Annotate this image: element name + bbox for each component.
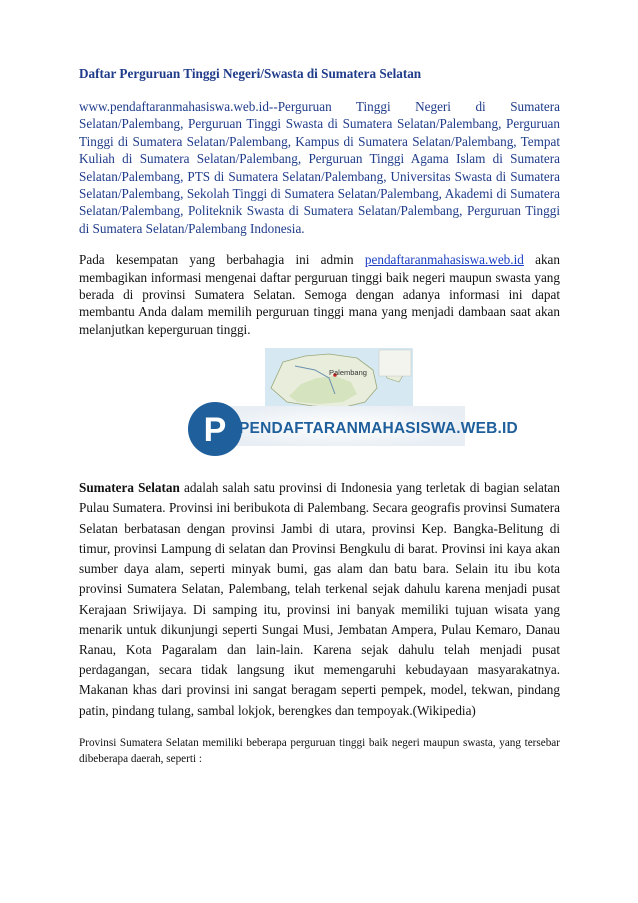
article-section: [79, 478, 560, 720]
keywords-paragraph: www.pendaftaranmahasiswa.web.id--Perguruan Tinggi Negeri di Sumatera Selatan/Palembang, Perguruan Tinggi Swasta di Sumatera Selatan/Palembang, Perguruan Tinggi di Sumatera Selatan/Palembang, Kampus di Sumatera Selatan/Palembang, Tempat Kuliah di Sumatera Selatan/Palembang, Perguruan Tinggi Agama Islam di Sumatera Selatan/Palembang, PTS di Sumatera Selatan/Palembang, Universitas Swasta di Sumatera Selatan/Palembang, Sekolah Tinggi di Sumatera Selatan/Palembang, Akademi di Sumatera Selatan/Palembang, Politeknik Swasta di Sumatera Selatan/Palembang, Perguruan Tinggi di Sumatera Selatan/Palembang Indonesia.: [79, 99, 560, 236]
document-page: [79, 66, 560, 767]
article-subject: Sumatera Selatan: [79, 480, 180, 496]
figure: [79, 348, 560, 466]
article-paragraph: [79, 478, 560, 720]
intro-text-before: Pada kesempatan yang berbahagia ini admin: [79, 252, 365, 268]
svg-text:P: P: [203, 411, 227, 450]
intro-text-after: akan membagikan informasi mengenai daftar perguruan tinggi baik negeri maupun swasta yang berada di provinsi Sumatera Selatan. Semoga dengan adanya informasi ini dapat membantu Anda dalam memilih perguruan tinggi mana yang menjadi dambaan saat akan melanjutkan keperguruan tinggi.: [79, 252, 560, 337]
site-banner-logo: [187, 400, 518, 458]
footer-note: Provinsi Sumatera Selatan memiliki beberapa perguruan tinggi baik negeri maupun swasta, yang tersebar dibeberapa daerah, seperti :: [79, 736, 560, 765]
banner-text: PENDAFTARANMAHASISWA.WEB.ID: [239, 420, 518, 438]
site-link[interactable]: pendaftaranmahasiswa.web.id: [364, 252, 524, 268]
article-body: adalah salah satu provinsi di Indonesia yang terletak di bagian selatan Pulau Sumatera. Provinsi ini beribukota di Palembang. Secara geografis provinsi Sumatera Selatan berbatasan dengan provinsi Jambi di utara, provinsi Kep. Bangka-Belitung di timur, provinsi Lampung di selatan dan Provinsi Bengkulu di barat. Provinsi ini kaya akan sumber daya alam, seperti minyak bumi, gas alam dan batu bara. Selain itu ibu kota provinsi Sumatera Selatan, Palembang, telah terkenal sejak dahulu karena menjadi pusat Kerajaan Sriwijaya. Di samping itu, provinsi ini banyak memiliki tujuan wisata yang menarik untuk dikunjungi seperti Sungai Musi, Jembatan Ampera, Pulau Kemaro, Danau Ranau, Kota Pagaralam dan lain-lain. Karena sejak dahulu telah menjadi pusat perdagangan, secara tidak langsung ikut memengaruhi kebudayaan masyarakatnya. Makanan khas dari provinsi ini sangat beragam seperti pempek, model, tekwan, pindang patin, pindang tulang, sambal lokjok, berengkes dan tempoyak.(Wikipedia): [79, 480, 560, 718]
document-title: Daftar Perguruan Tinggi Negeri/Swasta di Sumatera Selatan: [79, 66, 422, 81]
map-label-palembang: Palembang: [329, 368, 367, 378]
intro-paragraph: [79, 251, 560, 338]
